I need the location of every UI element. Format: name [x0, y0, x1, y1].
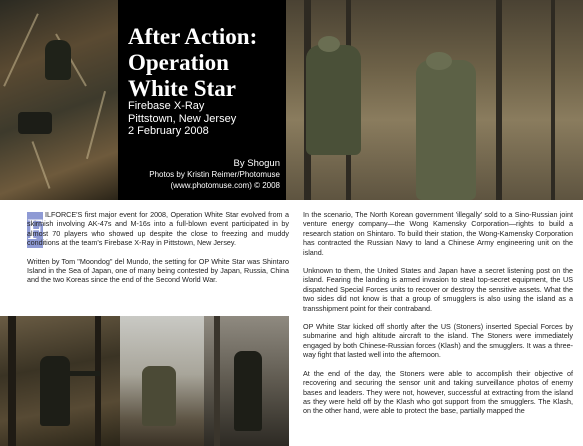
paragraph: At the end of the day, the Stoners were able to accomplish their objective of recovering and securing the sensor unit and taking surveillance photos of enemy bases and leaders. They were not, however, successful at extracting from the island as they were held off by the Klash who got support from the smugglers. The Klash, on the other hand, were able to protect the base, partially mapped the [303, 368, 573, 416]
event-date: 2 February 2008 [128, 125, 209, 137]
photo-soldiers-in-brush [0, 0, 118, 200]
byline: By Shogun [233, 158, 280, 169]
photo-site: (www.photomuse.com) © 2008 [170, 181, 280, 190]
photo-soldiers-in-woods [286, 0, 583, 200]
drop-cap: F [27, 213, 44, 246]
photo-credit: Photos by Kristin Reimer/Photomuse [149, 170, 280, 179]
article-column-left [27, 210, 289, 294]
event-location: Firebase X-Ray [128, 100, 205, 112]
paragraph: ILFORCE'S first major event for 2008, Operation White Star evolved from a skirmish involving AK-47s and M-16s into a full-blown event participated in by almost 70 players who showed up despite the close to freezing and muddy conditions at the team's Firebase X-Ray in Pittstown, New Jersey. [27, 210, 289, 248]
paragraph: Unknown to them, the United States and Japan have a secret listening post on the island. Fearing the landing is armed invasion to steal top-secret equipment, the US dispatched Special Forces units to recover or destroy the sensitive assets. What the two sides did not know is that a group of smugglers is also using the island as a transshipment point for their contraband. [303, 266, 573, 313]
credits [120, 158, 280, 191]
article-column-right [303, 210, 573, 425]
title-block [118, 0, 286, 200]
photo-soldier-aiming [0, 316, 120, 446]
paragraph: Written by Tom "Moondog" del Mundo, the setting for OP White Star was Shintaro Island in the Sea of Japan, one of many being contested by Japan, Russia, China and the two Koreas since the end of the Second World War. [27, 256, 289, 285]
paragraph: In the scenario, The North Korean government 'illegally' sold to a Sino-Russian joint venture energy company—the Wong Kamensky Corporation—rights to build a research station on Shintaro. To build their station, the Wong-Kamensky Corporation has contracted the Russian Navy to land a Chinese Army engineering unit on the island. [303, 210, 573, 257]
photo-soldier-smoke [120, 316, 204, 446]
article-title: After Action: Operation White Star [128, 24, 258, 101]
event-details [128, 100, 286, 138]
paragraph: OP White Star kicked off shortly after the US (Stoners) inserted Special Forces by submarine and high altitude aircraft to the island. The Stoners were immediately engaged by both Chinese-Russian forces (Klash) and the smugglers. It was a three-way fight that lasted well into the afternoon. [303, 322, 573, 360]
event-city: Pittstown, New Jersey [128, 112, 237, 125]
photo-soldier-in-bunker [204, 316, 289, 446]
